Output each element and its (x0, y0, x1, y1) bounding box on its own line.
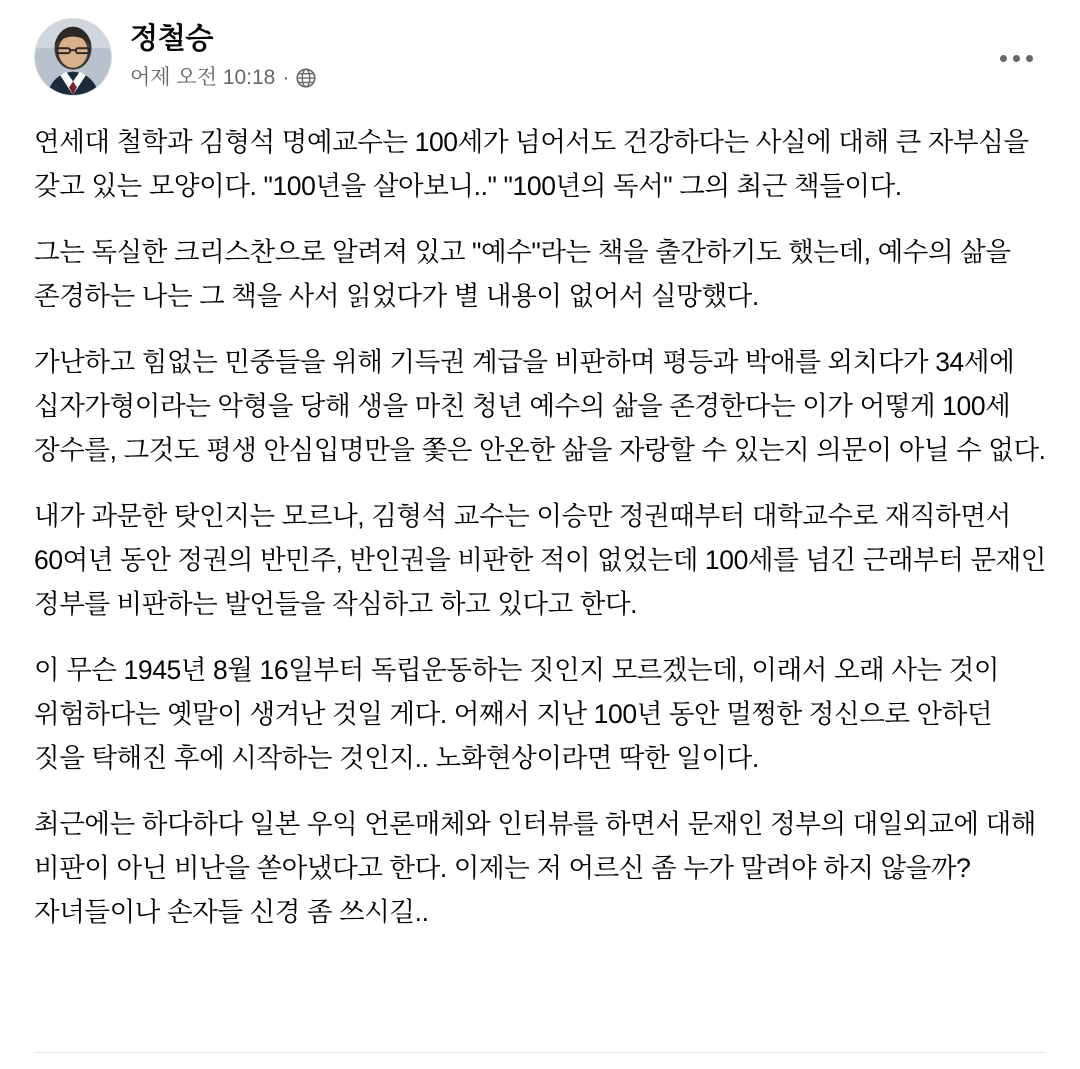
post-header (34, 18, 1046, 102)
post-paragraph: 가난하고 힘없는 민중들을 위해 기득권 계급을 비판하며 평등과 박애를 외치다가 34세에 십자가형이라는 악형을 당해 생을 마친 청년 예수의 삶을 존경한다는 이가 어떻게 100세 장수를, 그것도 평생 안심입명만을 쫓은 안온한 삶을 자랑할 수 있는지 의문이 아닐 수 없다. (34, 347, 1046, 465)
more-options-icon[interactable] (990, 40, 1042, 76)
menu-dot (1013, 55, 1020, 62)
post-timestamp[interactable]: 어제 오전 10:18 (130, 66, 276, 89)
post-paragraph: 이 무슨 1945년 8월 16일부터 독립운동하는 짓인지 모르겠는데, 이래서 오래 사는 것이 위험하다는 옛말이 생겨난 것일 게다. 어째서 지난 100년 동안 멀쩡한 정신으로 안하던 짓을 탁해진 후에 시작하는 것인지.. 노화현상이라면 딱한 일이다. (34, 655, 1000, 773)
post-paragraph: 내가 과문한 탓인지는 모르나, 김형석 교수는 이승만 정권때부터 대학교수로 재직하면서 60여년 동안 정권의 반민주, 반인권을 비판한 적이 없었는데 100세를 넘긴 근래부터 문재인 정부를 비판하는 발언들을 작심하고 하고 있다고 한다. (34, 501, 1047, 619)
post-meta (130, 66, 316, 90)
post-header-text (130, 18, 316, 90)
post-body (34, 120, 1046, 934)
globe-icon[interactable] (296, 68, 316, 88)
post-footer-divider (34, 1052, 1046, 1053)
post-paragraph: 최근에는 하다하다 일본 우익 언론매체와 인터뷰를 하면서 문재인 정부의 대일외교에 대해 비판이 아닌 비난을 쏟아냈다고 한다. 이제는 저 어르신 좀 누가 말려야 하지 않을까? 자녀들이나 손자들 신경 좀 쓰시길.. (34, 809, 1036, 927)
menu-dot (1000, 55, 1007, 62)
post-paragraph: 그는 독실한 크리스찬으로 알려져 있고 "예수"라는 책을 출간하기도 했는데, 예수의 삶을 존경하는 나는 그 책을 사서 읽었다가 별 내용이 없어서 실망했다. (34, 237, 1011, 311)
post-paragraph: 연세대 철학과 김형석 명예교수는 100세가 넘어서도 건강하다는 사실에 대해 큰 자부심을 갖고 있는 모양이다. "100년을 살아보니.." "100년의 독서" 그의 최근 책들이다. (34, 127, 1029, 201)
meta-separator: · (282, 66, 290, 89)
menu-dot (1026, 55, 1033, 62)
author-name[interactable]: 정철승 (130, 23, 214, 55)
avatar[interactable] (34, 18, 112, 96)
